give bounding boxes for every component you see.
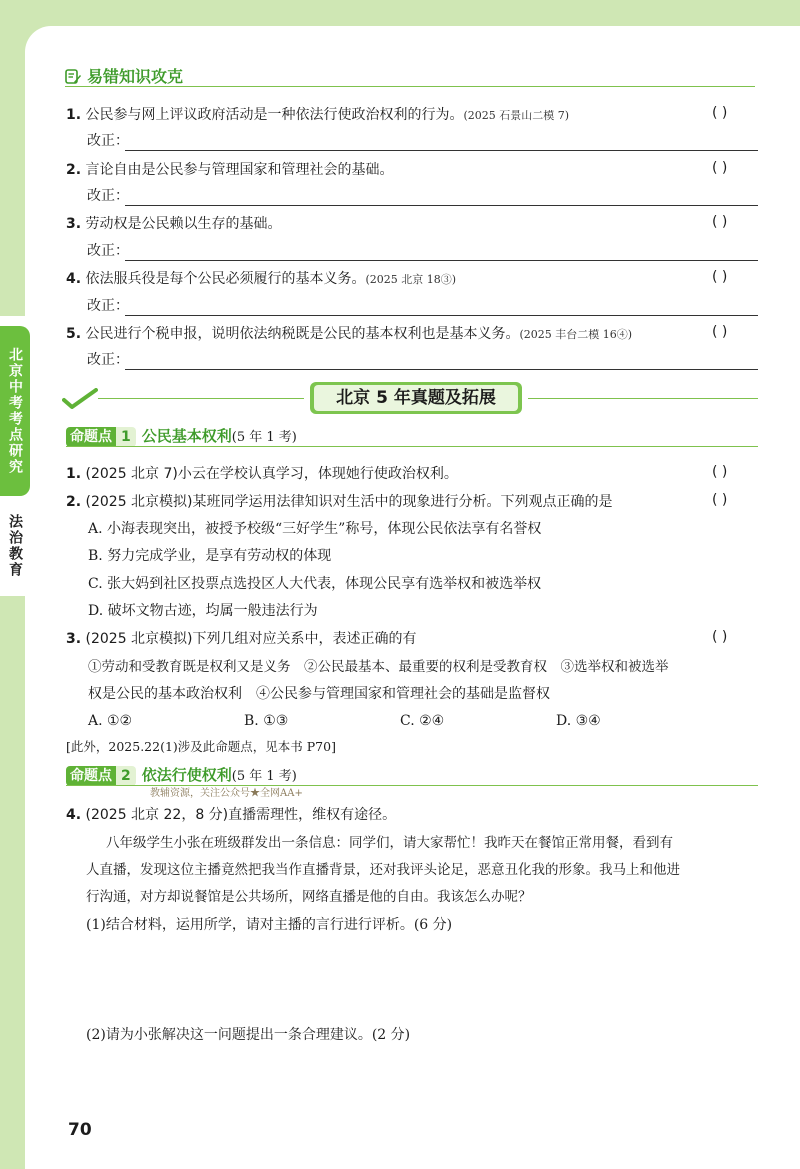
error-item-1: 1. 公民参与网上评议政府活动是一种依法行使政治权利的行为。(2025 石景山二模 7) xyxy=(66,107,570,123)
answer-paren-4[interactable]: ( ) xyxy=(712,269,728,285)
correction-label-1: 改正： xyxy=(87,133,129,149)
question-3: 3. (2025 北京模拟)下列几组对应关系中，表述正确的有 xyxy=(66,631,417,647)
answer-paren-2[interactable]: ( ) xyxy=(712,160,728,176)
side-tab xyxy=(0,316,30,596)
topic-2-frequency: (5 年 1 考) xyxy=(231,769,297,784)
page-number: 70 xyxy=(68,1120,92,1140)
q2-option-a[interactable]: A. 小海表现突出，被授予校级“三好学生”称号，体现公民依法享有名誉权 xyxy=(88,521,542,537)
topic-1-header xyxy=(66,425,297,447)
correction-label-3: 改正： xyxy=(87,243,129,259)
q4-subquestion-1: (1)结合材料，运用所学，请对主播的言行进行评析。(6 分) xyxy=(86,917,453,933)
answer-paren-1[interactable]: ( ) xyxy=(712,105,728,121)
q2-option-c[interactable]: C. 张大妈到社区投票点选投区人大代表，体现公民享有选举权和被选举权 xyxy=(88,576,542,592)
topic-1-title: 公民基本权利 xyxy=(141,427,232,445)
topic-1-badge: 命题点 xyxy=(66,427,116,447)
question-4: 4. (2025 北京 22，8 分)直播需理性，维权有途径。 xyxy=(66,807,397,823)
topic-2-badge: 命题点 xyxy=(66,766,116,786)
question-2: 2. (2025 北京模拟)某班同学运用法律知识对生活中的现象进行分析。下列观点正确的是 xyxy=(66,494,613,510)
checkmark-icon xyxy=(62,388,98,410)
answer-paren-5[interactable]: ( ) xyxy=(712,324,728,340)
section-banner xyxy=(310,382,522,414)
banner-rule-right xyxy=(528,398,758,399)
topic-2-title: 依法行使权利 xyxy=(141,766,232,784)
q2-option-d[interactable]: D. 破坏文物古迹，均属一般违法行为 xyxy=(88,603,318,619)
side-tab-series: 北京中考考点研究 xyxy=(0,326,30,496)
correction-line-1[interactable] xyxy=(125,150,758,151)
answer-paren-q2[interactable]: ( ) xyxy=(712,492,728,508)
error-item-5: 5. 公民进行个税申报，说明依法纳税既是公民的基本权利也是基本义务。(2025 丰台二模 16④) xyxy=(66,326,633,342)
error-section-title xyxy=(65,64,755,87)
error-item-2: 2. 言论自由是公民参与管理国家和管理社会的基础。 xyxy=(66,162,394,178)
error-item-3: 3. 劳动权是公民赖以生存的基础。 xyxy=(66,216,282,232)
q4-answer-area-2[interactable] xyxy=(86,1050,758,1110)
correction-line-4[interactable] xyxy=(125,315,758,316)
q2-option-b[interactable]: B. 努力完成学业，是享有劳动权的体现 xyxy=(88,548,332,564)
q3-option-a[interactable]: A. ①② xyxy=(88,713,133,729)
topic-1-frequency: (5 年 1 考) xyxy=(231,430,297,445)
q4-subquestion-2: (2)请为小张解决这一问题提出一条合理建议。(2 分) xyxy=(86,1027,411,1043)
pencil-note-icon xyxy=(65,69,81,84)
topic-2-header xyxy=(66,764,297,786)
q4-material-line-2: 人直播，发现这位主播竟然把我当作直播背景，还对我评头论足，恶意丑化我的形象。我马上和他进 xyxy=(86,862,680,878)
q3-option-c[interactable]: C. ②④ xyxy=(400,713,445,729)
q3-statements-line-1: ①劳动和受教育既是权利又是义务 ②公民最基本、最重要的权利是受教育权 ③选举权和被选举 xyxy=(88,659,669,675)
correction-label-5: 改正： xyxy=(87,352,129,368)
q4-answer-area-1[interactable] xyxy=(86,940,758,1020)
correction-line-2[interactable] xyxy=(125,205,758,206)
answer-paren-3[interactable]: ( ) xyxy=(712,214,728,230)
correction-line-3[interactable] xyxy=(125,260,758,261)
q4-material-line-1: 八年级学生小张在班级群发出一条信息：同学们，请大家帮忙！我昨天在餐馆正常用餐，看到有 xyxy=(106,835,673,851)
correction-label-4: 改正： xyxy=(87,298,129,314)
correction-line-5[interactable] xyxy=(125,369,758,370)
error-item-4: 4. 依法服兵役是每个公民必须履行的基本义务。(2025 北京 18③) xyxy=(66,271,457,287)
section-banner-title: 北京 5 年真题及拓展 xyxy=(314,385,518,411)
correction-label-2: 改正： xyxy=(87,188,129,204)
side-tab-subject: 法治教育 xyxy=(7,514,23,578)
q3-statements-line-2: 权是公民的基本政治权利 ④公民参与管理国家和管理社会的基础是监督权 xyxy=(88,686,550,702)
banner-rule-left xyxy=(98,398,304,399)
q3-option-d[interactable]: D. ③④ xyxy=(556,713,601,729)
answer-paren-q1[interactable]: ( ) xyxy=(712,464,728,480)
topic-1-number: 1 xyxy=(116,427,136,447)
error-section-title-text: 易错知识攻克 xyxy=(87,67,184,86)
watermark-text: 教辅资源，关注公众号★全网AA+ xyxy=(150,788,303,799)
question-1: 1. (2025 北京 7)小云在学校认真学习，体现她行使政治权利。 xyxy=(66,466,458,482)
topic-1-rule xyxy=(66,446,758,447)
topic-2-number: 2 xyxy=(116,766,136,786)
cross-reference-note: [此外，2025.22(1)涉及此命题点，见本书 P70] xyxy=(66,739,336,754)
answer-paren-q3[interactable]: ( ) xyxy=(712,629,728,645)
q4-material-line-3: 行沟通，对方却说餐馆是公共场所，网络直播是他的自由。我该怎么办呢？ xyxy=(86,889,532,905)
q3-option-b[interactable]: B. ①③ xyxy=(244,713,289,729)
